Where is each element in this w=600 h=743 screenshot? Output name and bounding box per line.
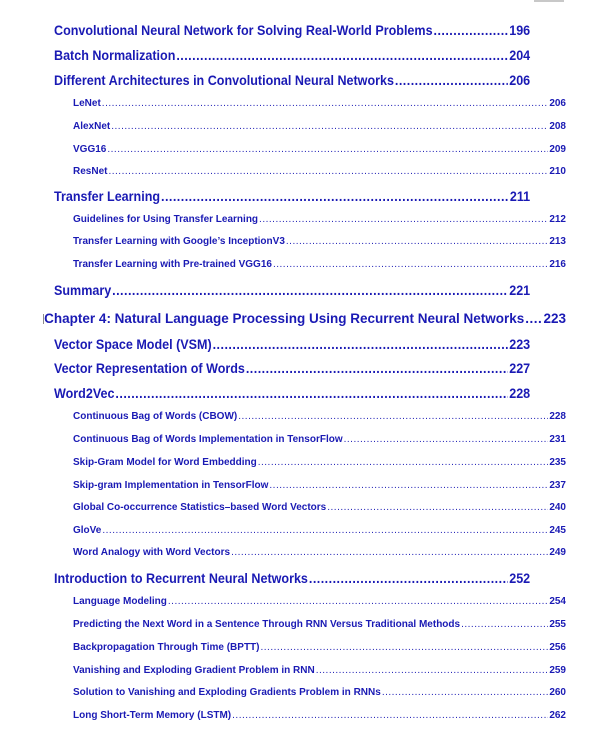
leader-dots — [286, 236, 548, 247]
toc-entry-page: 240 — [549, 502, 566, 513]
toc-entry-page: 209 — [549, 144, 566, 155]
toc-subentry[interactable] — [73, 121, 566, 132]
toc-entry-title: Skip-gram Implementation in TensorFlow — [73, 480, 269, 491]
leader-dots — [231, 547, 548, 558]
leader-dots — [213, 337, 509, 352]
toc-subentry[interactable] — [73, 502, 566, 513]
chapter-heading[interactable] — [43, 311, 566, 326]
toc-entry-title: Vector Space Model (VSM) — [54, 337, 212, 352]
leader-dots — [309, 571, 508, 586]
toc-entry[interactable] — [54, 361, 530, 376]
leader-dots — [102, 525, 548, 536]
toc-entry[interactable] — [54, 189, 530, 204]
toc-subentry[interactable] — [73, 214, 566, 225]
toc-entry-page: 223 — [509, 337, 531, 352]
toc-entry-title: Continuous Bag of Words (CBOW) — [73, 411, 238, 422]
toc-entry-page: 237 — [549, 480, 566, 491]
toc-subentry[interactable] — [73, 98, 566, 109]
toc-entry-page: 216 — [549, 259, 566, 270]
toc-subentry[interactable] — [73, 687, 566, 698]
toc-entry-page: 204 — [509, 48, 531, 63]
toc-entry-page: 227 — [509, 361, 531, 376]
leader-dots — [327, 502, 548, 513]
toc-entry-title: Predicting the Next Word in a Sentence Through RNN Versus Traditional Methods — [73, 619, 461, 630]
toc-subentry[interactable] — [73, 619, 566, 630]
toc-entry-title: Batch Normalization — [54, 48, 176, 63]
toc-entry-page: 262 — [549, 710, 566, 721]
toc-entry[interactable] — [54, 337, 530, 352]
leader-dots — [107, 144, 548, 155]
toc-entry-title: Word2Vec — [54, 386, 115, 401]
toc-entry-page: 221 — [509, 283, 531, 298]
toc-subentry[interactable] — [73, 642, 566, 653]
toc-entry-page: 228 — [549, 411, 566, 422]
toc-entry-title: Summary — [54, 283, 112, 298]
toc-subentry[interactable] — [73, 710, 566, 721]
leader-dots — [273, 259, 548, 270]
toc-subentry[interactable] — [73, 480, 566, 491]
toc-subentry[interactable] — [73, 166, 566, 177]
toc-entry-title: Vanishing and Exploding Gradient Problem in RNN — [73, 665, 315, 676]
toc-entry-title: Solution to Vanishing and Exploding Gradients Problem in RNNs — [73, 687, 381, 698]
toc-entry-title: Skip-Gram Model for Word Embedding — [73, 457, 257, 468]
leader-dots — [246, 361, 508, 376]
toc-entry-page: 210 — [549, 166, 566, 177]
toc-entry-page: 254 — [549, 596, 566, 607]
toc-entry-page: 235 — [549, 457, 566, 468]
toc-entry-page: 206 — [549, 98, 566, 109]
toc-entry-title: AlexNet — [73, 121, 111, 132]
toc-subentry[interactable] — [73, 411, 566, 422]
toc-entry-page: 231 — [549, 434, 566, 445]
toc-entry-page: 196 — [509, 23, 531, 38]
leader-dots — [344, 434, 549, 445]
toc-subentry[interactable] — [73, 259, 566, 270]
toc-subentry[interactable] — [73, 144, 566, 155]
leader-dots — [115, 386, 508, 401]
leader-dots — [238, 411, 548, 422]
toc-entry[interactable] — [54, 571, 530, 586]
toc-entry-title: Guidelines for Using Transfer Learning — [73, 214, 259, 225]
leader-dots — [382, 687, 549, 698]
toc-entry-page: 213 — [549, 236, 566, 247]
toc-entry[interactable] — [54, 386, 530, 401]
leader-dots — [525, 311, 542, 326]
leader-dots — [168, 596, 548, 607]
leader-dots — [260, 642, 548, 653]
leader-dots — [316, 665, 549, 676]
toc-subentry[interactable] — [73, 547, 566, 558]
leader-dots — [259, 214, 548, 225]
toc-entry-title: Convolutional Neural Network for Solving Real-World Problems — [54, 23, 433, 38]
leader-dots — [433, 23, 508, 38]
leader-dots — [111, 121, 548, 132]
toc-entry-title: GloVe — [73, 525, 102, 536]
leader-dots — [112, 283, 508, 298]
toc-entry-page: 206 — [509, 73, 531, 88]
leader-dots — [108, 166, 548, 177]
toc-subentry[interactable] — [73, 665, 566, 676]
toc-subentry[interactable] — [73, 434, 566, 445]
toc-subentry[interactable] — [73, 236, 566, 247]
toc-entry-title: Long Short-Term Memory (LSTM) — [73, 710, 232, 721]
toc-entry-title: LeNet — [73, 98, 101, 109]
leader-dots — [176, 48, 508, 63]
leader-dots — [161, 189, 509, 204]
toc-entry-title: Global Co-occurrence Statistics–based Word Vectors — [73, 502, 327, 513]
top-edge-mark — [534, 0, 564, 2]
toc-entry-page: 211 — [509, 189, 531, 204]
toc-entry-title: Continuous Bag of Words Implementation in TensorFlow — [73, 434, 343, 445]
toc-entry-page: 208 — [549, 121, 566, 132]
toc-entry-page: 228 — [509, 386, 531, 401]
toc-subentry[interactable] — [73, 596, 566, 607]
toc-entry-title: Transfer Learning with Pre-trained VGG16 — [73, 259, 272, 270]
toc-entry-page: 249 — [549, 547, 566, 558]
toc-entry-title: Transfer Learning — [54, 189, 161, 204]
toc-entry-title: Vector Representation of Words — [54, 361, 245, 376]
toc-entry-title: Language Modeling — [73, 596, 167, 607]
leader-dots — [461, 619, 548, 630]
toc-entry[interactable] — [54, 23, 530, 38]
toc-entry-page: 259 — [549, 665, 566, 676]
toc-subentry[interactable] — [73, 457, 566, 468]
toc-entry-page: 252 — [509, 571, 531, 586]
toc-entry-page: 260 — [549, 687, 566, 698]
toc-entry-title: Introduction to Recurrent Neural Networks — [54, 571, 308, 586]
toc-entry[interactable] — [54, 73, 530, 88]
chapter-page: 223 — [543, 311, 566, 326]
leader-dots — [102, 98, 549, 109]
toc-entry-title: ResNet — [73, 166, 108, 177]
leader-dots — [395, 73, 508, 88]
toc-entry-title: Backpropagation Through Time (BPTT) — [73, 642, 260, 653]
chapter-title: Chapter 4: Natural Language Processing Using Recurrent Neural Networks — [44, 311, 525, 326]
toc-entry[interactable] — [54, 283, 530, 298]
toc-entry-page: 212 — [549, 214, 566, 225]
leader-dots — [269, 480, 548, 491]
toc-entry-page: 256 — [549, 642, 566, 653]
toc-entry[interactable] — [54, 48, 530, 63]
toc-entry-title: VGG16 — [73, 144, 107, 155]
toc-entry-page: 255 — [549, 619, 566, 630]
leader-dots — [232, 710, 548, 721]
toc-subentry[interactable] — [73, 525, 566, 536]
toc-entry-title: Word Analogy with Word Vectors — [73, 547, 231, 558]
toc-entry-title: Transfer Learning with Google’s InceptionV3 — [73, 236, 285, 247]
toc-entry-page: 245 — [549, 525, 566, 536]
toc-entry-title: Different Architectures in Convolutional Neural Networks — [54, 73, 394, 88]
leader-dots — [258, 457, 549, 468]
